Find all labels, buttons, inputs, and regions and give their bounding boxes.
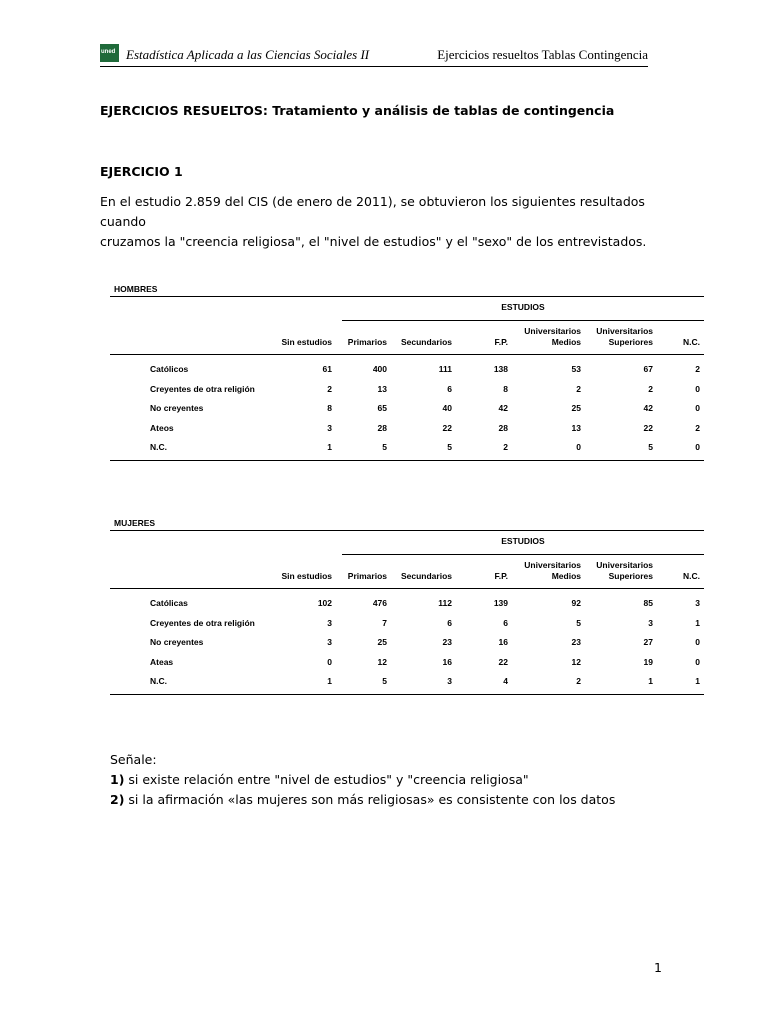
table-cell: 23 <box>571 637 581 647</box>
table-name: MUJERES <box>114 518 156 528</box>
table-cell: 19 <box>643 656 653 667</box>
table-cell: 102 <box>317 598 332 608</box>
exercise-statement <box>100 192 660 252</box>
table-cell: 3 <box>447 676 452 686</box>
table-cell: 400 <box>372 364 387 374</box>
table-cell: 25 <box>571 403 581 413</box>
table-cell: 22 <box>643 422 653 433</box>
table-cell: 5 <box>382 442 387 452</box>
table-cell: 4 <box>503 676 508 686</box>
uned-logo-icon: uned <box>100 44 119 62</box>
table-cell: 2 <box>327 383 332 394</box>
table-cell: 53 <box>571 364 581 374</box>
group-header-rule <box>342 320 704 321</box>
table-cell: 7 <box>382 617 387 628</box>
table-cell: 8 <box>503 383 508 394</box>
table-cell: 12 <box>377 656 387 667</box>
table-cell: 0 <box>695 403 700 413</box>
table-cell: 65 <box>377 403 387 413</box>
table-cell: 2 <box>695 364 700 374</box>
row-label: N.C. <box>150 676 167 686</box>
table-cell: 0 <box>695 637 700 647</box>
table-cell: 16 <box>498 637 508 647</box>
table-cell: 3 <box>648 617 653 628</box>
header-rule <box>110 588 704 589</box>
page-number: 1 <box>654 960 662 975</box>
row-label: No creyentes <box>150 403 204 413</box>
table-cell: 111 <box>438 364 452 374</box>
column-header: Secundarios <box>400 337 452 347</box>
table-cell: 6 <box>447 617 452 628</box>
question-item <box>110 770 615 790</box>
table-cell: 5 <box>382 676 387 686</box>
table-cell: 1 <box>327 676 332 686</box>
table-cell: 5 <box>648 442 653 452</box>
row-label: Católicas <box>150 598 188 608</box>
column-header-line1: Universitarios <box>596 326 653 336</box>
table-bottom-rule <box>110 694 704 695</box>
column-header: N.C. <box>683 571 700 581</box>
column-header: Superiores <box>608 337 653 347</box>
table-cell: 23 <box>442 637 452 647</box>
table-cell: 139 <box>493 598 508 608</box>
row-label: Ateos <box>150 422 174 433</box>
contingency-table-hombres <box>110 284 706 464</box>
table-cell: 2 <box>648 383 653 394</box>
page-header <box>100 44 648 67</box>
question-number: 1) <box>110 772 125 787</box>
table-cell: 40 <box>442 403 452 413</box>
column-header: F.P. <box>494 571 508 581</box>
column-header-line1: Universitarios <box>596 560 653 570</box>
column-header: Primarios <box>347 571 387 581</box>
table-cell: 92 <box>571 598 581 608</box>
table-cell: 6 <box>503 617 508 628</box>
row-label: No creyentes <box>150 637 204 647</box>
table-cell: 28 <box>498 422 508 433</box>
table-cell: 138 <box>493 364 508 374</box>
table-cell: 1 <box>695 617 700 628</box>
table-cell: 22 <box>498 656 508 667</box>
table-cell: 25 <box>377 637 387 647</box>
row-label: Católicos <box>150 364 189 374</box>
table-cell: 85 <box>643 598 653 608</box>
table-cell: 3 <box>695 598 700 608</box>
table-cell: 112 <box>438 598 452 608</box>
table-cell: 13 <box>377 383 387 394</box>
table-cell: 1 <box>648 676 653 686</box>
exercise-title: EJERCICIO 1 <box>100 164 183 179</box>
group-header-estudios: ESTUDIOS <box>501 302 545 312</box>
table-cell: 2 <box>576 383 581 394</box>
table-cell: 42 <box>498 403 508 413</box>
column-header: F.P. <box>494 337 508 347</box>
table-cell: 28 <box>377 422 387 433</box>
header-document-title: Ejercicios resueltos Tablas Contingencia <box>437 47 648 62</box>
column-header: Primarios <box>347 337 387 347</box>
table-cell: 22 <box>442 422 452 433</box>
column-header: Medios <box>551 337 581 347</box>
header-rule <box>110 354 704 355</box>
table-name: HOMBRES <box>114 284 158 294</box>
questions-block <box>110 750 615 810</box>
statement-line: En el estudio 2.859 del CIS (de enero de 2011), se obtuvieron los siguientes resultados cuando <box>100 194 645 229</box>
table-cell: 3 <box>327 637 332 647</box>
group-header-rule <box>342 554 704 555</box>
row-label: Creyentes de otra religión <box>150 617 255 628</box>
table-cell: 12 <box>571 656 581 667</box>
column-header: N.C. <box>683 337 700 347</box>
table-cell: 0 <box>327 656 332 667</box>
question-text: si existe relación entre "nivel de estudios" y "creencia religiosa" <box>128 772 529 787</box>
table-cell: 2 <box>503 442 508 452</box>
table-cell: 2 <box>576 676 581 686</box>
table-bottom-rule <box>110 460 704 461</box>
table-cell: 3 <box>327 422 332 433</box>
table-cell: 67 <box>643 364 653 374</box>
header-course-title: Estadística Aplicada a las Ciencias Sociales II <box>126 47 370 62</box>
contingency-table-mujeres <box>110 518 706 698</box>
document-title: EJERCICIOS RESUELTOS: Tratamiento y análisis de tablas de contingencia <box>100 103 615 118</box>
question-text: si la afirmación «las mujeres son más religiosas» es consistente con los datos <box>128 792 616 807</box>
column-header: Medios <box>551 571 581 581</box>
table-cell: 0 <box>576 442 581 452</box>
question-item <box>110 790 615 810</box>
column-header: Secundarios <box>400 571 452 581</box>
row-label: N.C. <box>150 442 167 452</box>
column-header: Sin estudios <box>281 337 332 347</box>
table-cell: 8 <box>327 403 332 413</box>
questions-intro: Señale: <box>110 752 157 767</box>
table-top-rule <box>110 530 704 531</box>
column-header-line1: Universitarios <box>524 326 581 336</box>
group-header-estudios: ESTUDIOS <box>501 536 545 546</box>
question-number: 2) <box>110 792 125 807</box>
table-cell: 27 <box>643 637 653 647</box>
column-header: Sin estudios <box>281 571 332 581</box>
table-cell: 1 <box>695 676 700 686</box>
table-cell: 16 <box>442 656 452 667</box>
table-top-rule <box>110 296 704 297</box>
row-label: Ateas <box>150 656 174 667</box>
column-header-line1: Universitarios <box>524 560 581 570</box>
statement-line: cruzamos la "creencia religiosa", el "nivel de estudios" y el "sexo" de los entrevistados. <box>100 234 647 249</box>
column-header: Superiores <box>608 571 653 581</box>
table-cell: 0 <box>695 383 700 394</box>
table-cell: 42 <box>643 403 653 413</box>
table-cell: 2 <box>695 422 700 433</box>
table-cell: 61 <box>322 364 332 374</box>
table-cell: 5 <box>447 442 452 452</box>
table-cell: 0 <box>695 656 700 667</box>
table-cell: 3 <box>327 617 332 628</box>
table-cell: 0 <box>695 442 700 452</box>
table-cell: 5 <box>576 617 581 628</box>
table-cell: 1 <box>327 442 332 452</box>
row-label: Creyentes de otra religión <box>150 383 255 394</box>
table-cell: 476 <box>372 598 387 608</box>
table-cell: 13 <box>571 422 581 433</box>
table-cell: 6 <box>447 383 452 394</box>
